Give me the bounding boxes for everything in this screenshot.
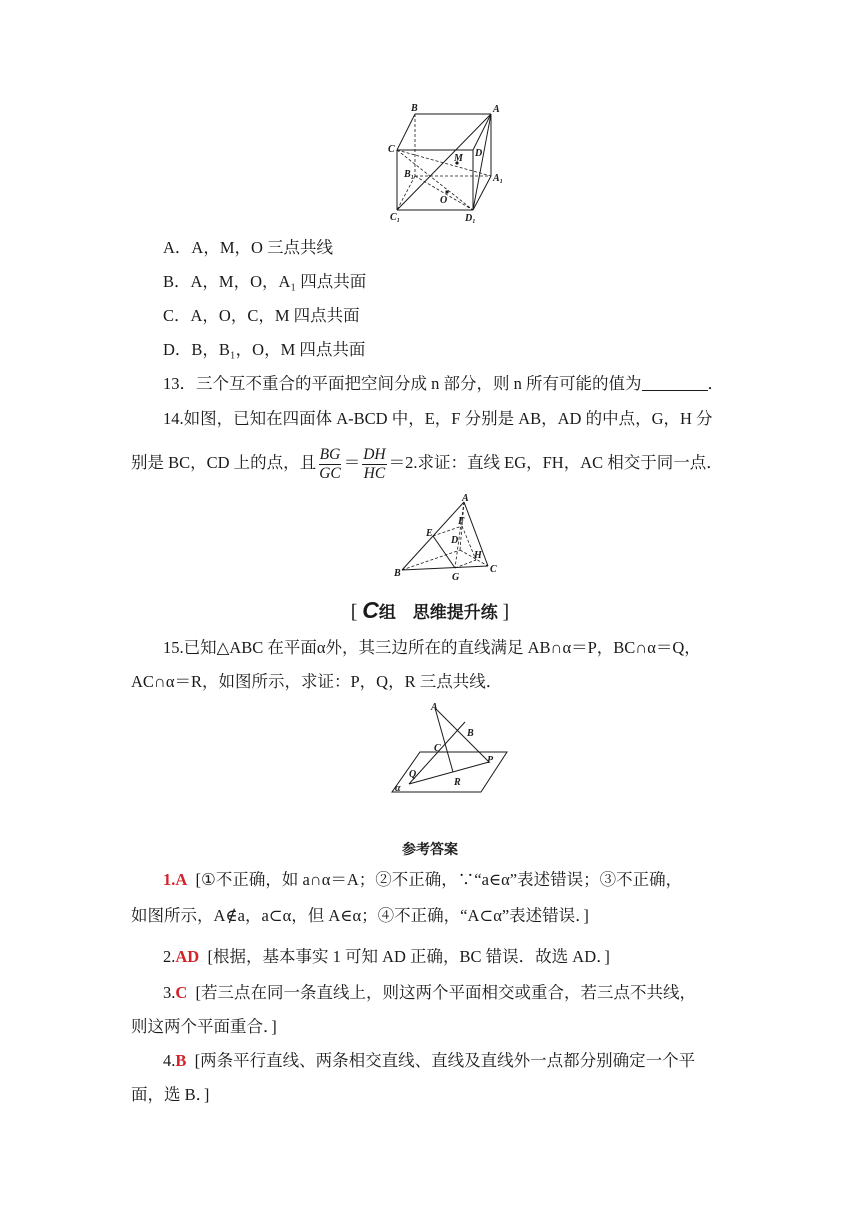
plane-label: Q: [409, 769, 417, 780]
answer-key: B: [175, 1051, 187, 1070]
answer-2: 2.AD [根据，基本事实 1 可知 AD 正确，BC 错误．故选 AD．]: [163, 947, 610, 966]
equals-sign: ＝: [343, 453, 361, 472]
question-15-line2: AC∩α＝R，如图所示，求证：P，Q，R 三点共线．: [131, 672, 503, 691]
answer-blank[interactable]: [642, 376, 708, 391]
cube-label: D: [475, 148, 483, 159]
answer-4-line1: 4.B [两条平行直线、两条相交直线、直线及直线外一点都分别确定一个平: [163, 1051, 696, 1070]
tetra-label: F: [458, 516, 465, 527]
answer-key: C: [175, 983, 188, 1002]
question-15-line1: 15.已知△ABC 在平面α外，其三边所在的直线满足 AB∩α＝P，BC∩α＝Q，: [163, 638, 701, 657]
option-b: B．A，M，O，A₁ 四点共面: [163, 272, 367, 291]
cube-label: A₁: [493, 173, 504, 184]
answer-3-line2: 则这两个平面重合．]: [131, 1017, 277, 1036]
plane-label: B: [467, 728, 474, 739]
tetra-label: H: [474, 550, 482, 561]
answer-4-line2: 面，选 B．]: [131, 1085, 210, 1104]
question-13: [163, 373, 724, 395]
plane-label: A: [431, 702, 438, 713]
tetra-label: C: [490, 564, 497, 575]
fraction-dh-hc: $\frac{DH}{HC}$: [363, 445, 386, 482]
tetra-label: E: [426, 528, 433, 539]
plane-label: α: [395, 783, 401, 794]
tetra-label: A: [462, 493, 469, 504]
answer-key: 1.A: [163, 870, 188, 889]
cube-label: B: [411, 103, 418, 114]
plane-label: C: [434, 743, 441, 754]
tetra-label: D: [451, 535, 459, 546]
plane-label: R: [454, 777, 461, 788]
question-14-line2: [131, 444, 723, 483]
answer-1-line1: 1.A [①不正确，如 a∩α＝A；②不正确，∵“a∈α”表述错误；③不正确，: [163, 870, 683, 889]
section-heading: [ C组 思维提升练 ]: [350, 597, 510, 623]
answer-3-line1: 3.C [若三点在同一条直线上，则这两个平面相交或重合，若三点不共线，: [163, 983, 697, 1002]
question-14-line1: 14.如图，已知在四面体 A-BCD 中，E，F 分别是 AB，AD 的中点，G，H 分: [163, 409, 713, 428]
cube-label: A: [493, 104, 500, 115]
option-c: C．A，O，C，M 四点共面: [163, 306, 360, 325]
cube-label: O: [440, 195, 448, 206]
cube-label: B₁: [404, 169, 415, 180]
cube-label: M: [454, 153, 463, 164]
answer-1-line2: 如图所示，A∉a，a⊂α，但 A∈α；④不正确，“A⊂α”表述错误．]: [131, 906, 589, 925]
q13-text: 13．三个互不重合的平面把空间分成 n 部分，则 n 所有可能的值为: [163, 374, 642, 393]
plane-label: P: [487, 755, 494, 766]
cube-label: C: [388, 144, 395, 155]
cube-figure: [375, 100, 515, 225]
option-a: A．A，M，O 三点共线: [163, 238, 334, 257]
tetra-label: G: [452, 572, 460, 583]
answer-key: AD: [175, 947, 200, 966]
cube-label: D₁: [465, 213, 476, 224]
option-d: D．B，B₁，O，M 四点共面: [163, 340, 366, 359]
q13-tail: ．: [707, 374, 724, 393]
q14-pre: 别是 BC，CD 上的点，且: [131, 453, 317, 472]
answers-heading: 参考答案: [402, 841, 458, 857]
tetrahedron-figure: [390, 492, 510, 584]
cube-label: C₁: [390, 212, 401, 223]
fraction-bg-gc: $\frac{BG}{GC}$: [319, 445, 341, 482]
tetra-label: B: [394, 568, 401, 579]
plane-figure: [385, 700, 515, 798]
q14-post: ＝2.求证：直线 EG，FH，AC 相交于同一点．: [388, 453, 723, 472]
